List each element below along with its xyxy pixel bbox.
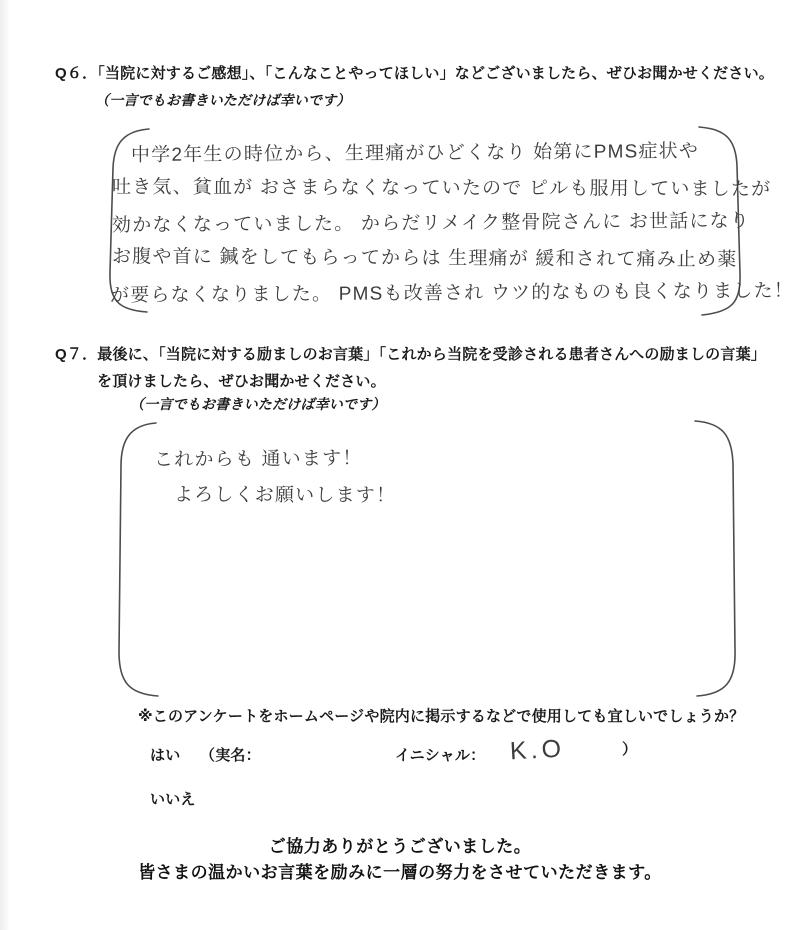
q7-answer-line: よろしくお願いします！ [173,484,397,507]
q6-question-line [55,62,774,83]
consent-initial-label: イニシャル： [395,747,486,764]
q6-answer-line: 吐き気、貧血が おさまらなくなっていたので ピルも服用していましたが [111,176,772,201]
q7-question-line [55,343,766,364]
q7-label: Q７． [55,346,98,363]
q6-label: Q６． [55,65,98,82]
q6-answer-line: お腹や首に 鍼をしてもらってからは 生理痛が 緩和されて痛み止め薬 [111,246,738,271]
q6-note: （一言でもお書きいただけば幸いです） [95,92,351,108]
q6-question-text: 「当院に対するご感想」、「こんなことやってほしい」などございましたら、ぜひお聞かせください。 [97,65,774,82]
q6-answer-line: 中学2年生の時位から、生理痛がひどくなり 始第にPMS症状や [130,141,700,166]
consent-initial-handwritten: K.O [509,734,566,766]
q6-answer-line: が要らなくなりました。 PMSも改善され ウツ的なものも良くなりました！ [109,280,795,307]
consent-paren-close: ） [622,741,638,758]
consent-note: ※このアンケートをホームページや院内に掲示するなどで使用しても宜しいでしょうか？ [138,708,745,725]
footer-thanks-line2: 皆さまの温かいお言葉を励みに一層の努力をさせていただきます。 [138,863,662,882]
q7-question-line2: を頂けましたら、ぜひお聞かせください。 [97,373,386,390]
consent-option-no: いいえ [150,791,196,808]
consent-realname-label: （実名： [200,747,261,764]
q7-question-text: 最後に、「当院に対する励ましのお言葉」「これから当院を受診される患者さんへの励ましの言葉」 [97,346,766,363]
q7-answer-line: これからも 通います！ [153,448,363,471]
consent-option-yes: はい [150,747,181,764]
q7-note: （一言でもお書きいただけば幸いです） [130,396,386,412]
footer-thanks-line1: ご協力ありがとうございました。 [268,837,532,856]
q7-answer-box [112,418,740,702]
scan-edge-artifact [0,0,10,930]
q6-answer-box [103,124,795,318]
q6-answer-line: 効かなくなっていました。 からだリメイク整骨院さんに お世話になり [111,210,751,237]
